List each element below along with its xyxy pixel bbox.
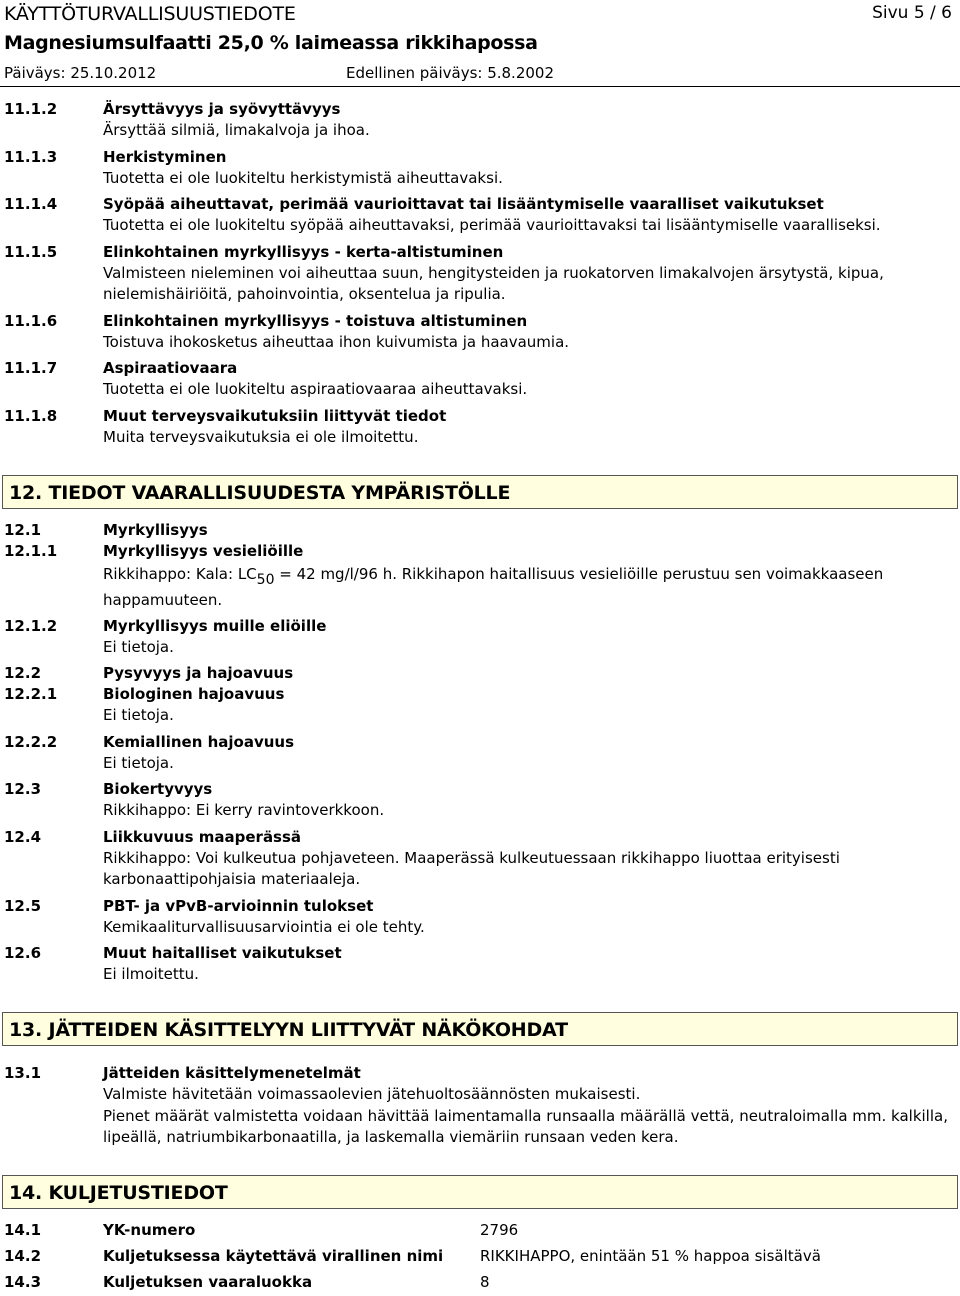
section-13-heading: 13. JÄTTEIDEN KÄSITTELYYN LIITTYVÄT NÄKÖKOHDAT xyxy=(2,1012,958,1046)
section-number: 14.1 xyxy=(4,1221,42,1239)
header-divider xyxy=(0,86,960,87)
section-number: 11.1.5 xyxy=(4,243,58,261)
section-number: 12.2 xyxy=(4,664,42,682)
section-text: Kemikaaliturvallisuusarviointia ei ole tehty. xyxy=(103,918,425,936)
section-number: 12.1.1 xyxy=(4,542,58,560)
section-title: Elinkohtainen myrkyllisyys - toistuva altistuminen xyxy=(103,312,528,330)
section-text: happamuuteen. xyxy=(103,591,223,609)
section-title: Muut terveysvaikutuksiin liittyvät tiedot xyxy=(103,407,447,425)
section-title: Jätteiden käsittelymenetelmät xyxy=(103,1064,361,1082)
section-text: Tuotetta ei ole luokiteltu aspiraatiovaaraa aiheuttavaksi. xyxy=(103,380,528,398)
section-12-heading: 12. TIEDOT VAARALLISUUDESTA YMPÄRISTÖLLE xyxy=(2,475,958,509)
section-text: Ei ilmoitettu. xyxy=(103,965,199,983)
section-title: Herkistyminen xyxy=(103,148,227,166)
section-title: Kuljetuksessa käytettävä virallinen nimi xyxy=(103,1247,444,1265)
section-value: 8 xyxy=(480,1273,490,1291)
section-title: YK-numero xyxy=(103,1221,196,1239)
section-title: Myrkyllisyys vesieliöille xyxy=(103,542,304,560)
section-text: Ei tietoja. xyxy=(103,638,174,656)
section-number: 12.3 xyxy=(4,780,42,798)
section-title: Myrkyllisyys xyxy=(103,521,208,539)
section-number: 11.1.2 xyxy=(4,100,58,118)
section-number: 12.5 xyxy=(4,897,42,915)
section-title: Muut haitalliset vaikutukset xyxy=(103,944,342,962)
page-number: Sivu 5 / 6 xyxy=(872,3,952,23)
section-text: Tuotetta ei ole luokiteltu herkistymistä aiheuttavaksi. xyxy=(103,169,503,187)
section-number: 12.2.2 xyxy=(4,733,58,751)
section-title: Ärsyttävyys ja syövyttävyys xyxy=(103,100,341,118)
section-title: Biokertyvyys xyxy=(103,780,213,798)
section-number: 12.6 xyxy=(4,944,42,962)
section-title: Liikkuvuus maaperässä xyxy=(103,828,302,846)
section-number: 11.1.3 xyxy=(4,148,58,166)
section-title: Kuljetuksen vaaraluokka xyxy=(103,1273,313,1291)
section-number: 11.1.4 xyxy=(4,195,58,213)
section-text: lipeällä, natriumbikarbonaatilla, ja laskemalla viemäriin runsaan veden kera. xyxy=(103,1128,679,1146)
section-title: Elinkohtainen myrkyllisyys - kerta-altistuminen xyxy=(103,243,504,261)
section-number: 12.1 xyxy=(4,521,42,539)
section-text: Tuotetta ei ole luokiteltu syöpää aiheuttavaksi, perimää vaurioittavaksi tai lisääntymiselle vaaralliseksi. xyxy=(103,216,881,234)
section-text: Toistuva ihokosketus aiheuttaa ihon kuivumista ja haavaumia. xyxy=(103,333,570,351)
section-title: Kemiallinen hajoavuus xyxy=(103,733,295,751)
section-text: Rikkihappo: Ei kerry ravintoverkkoon. xyxy=(103,801,385,819)
section-text: Rikkihappo: Voi kulkeutua pohjaveteen. Maaperässä kulkeutuessaan rikkihappo liuottaa erityisesti xyxy=(103,849,840,867)
section-text: Ärsyttää silmiä, limakalvoja ja ihoa. xyxy=(103,121,370,139)
section-text: Valmisteen nieleminen voi aiheuttaa suun, hengitysteiden ja ruokatorven limakalvojen ärsytystä, kipua, xyxy=(103,264,884,282)
section-title: Syöpää aiheuttavat, perimää vaurioittavat tai lisääntymiselle vaaralliset vaikutukset xyxy=(103,195,824,213)
section-title: PBT- ja vPvB-arvioinnin tulokset xyxy=(103,897,374,915)
section-number: 11.1.8 xyxy=(4,407,58,425)
section-text: Muita terveysvaikutuksia ei ole ilmoitettu. xyxy=(103,428,419,446)
section-title: Biologinen hajoavuus xyxy=(103,685,285,703)
previous-date: Edellinen päiväys: 5.8.2002 xyxy=(346,64,555,82)
product-name: Magnesiumsulfaatti 25,0 % laimeassa rikkihapossa xyxy=(4,32,538,54)
section-text: Ei tietoja. xyxy=(103,754,174,772)
section-text: nielemishäiriöitä, pahoinvointia, oksentelua ja ripulia. xyxy=(103,285,506,303)
section-text: karbonaattipohjaisia materiaaleja. xyxy=(103,870,361,888)
section-number: 13.1 xyxy=(4,1064,42,1082)
section-number: 12.4 xyxy=(4,828,42,846)
section-value: 2796 xyxy=(480,1221,519,1239)
section-title: Myrkyllisyys muille eliöille xyxy=(103,617,327,635)
section-title: Pysyvyys ja hajoavuus xyxy=(103,664,294,682)
section-title: Aspiraatiovaara xyxy=(103,359,238,377)
section-number: 12.1.2 xyxy=(4,617,58,635)
section-text: Pienet määrät valmistetta voidaan hävittää laimentamalla runsaalla määrällä vettä, neutraloimalla mm. kalkilla, xyxy=(103,1107,948,1125)
section-number: 14.2 xyxy=(4,1247,42,1265)
section-14-heading: 14. KULJETUSTIEDOT xyxy=(2,1175,958,1209)
section-number: 12.2.1 xyxy=(4,685,58,703)
section-value: RIKKIHAPPO, enintään 51 % happoa sisältävä xyxy=(480,1247,821,1265)
section-number: 14.3 xyxy=(4,1273,42,1291)
section-text: Ei tietoja. xyxy=(103,706,174,724)
section-text: Valmiste hävitetään voimassaolevien jätehuoltosäännösten mukaisesti. xyxy=(103,1085,641,1103)
document-title: KÄYTTÖTURVALLISUUSTIEDOTE xyxy=(4,3,296,25)
section-text: Rikkihappo: Kala: $LC_{50} = 42$ mg/l/96 h. Rikkihapon haitallisuus vesieliöille perustuu sen voimakkaaseen xyxy=(103,565,884,588)
section-number: 11.1.7 xyxy=(4,359,58,377)
section-number: 11.1.6 xyxy=(4,312,58,330)
issue-date: Päiväys: 25.10.2012 xyxy=(4,64,157,82)
